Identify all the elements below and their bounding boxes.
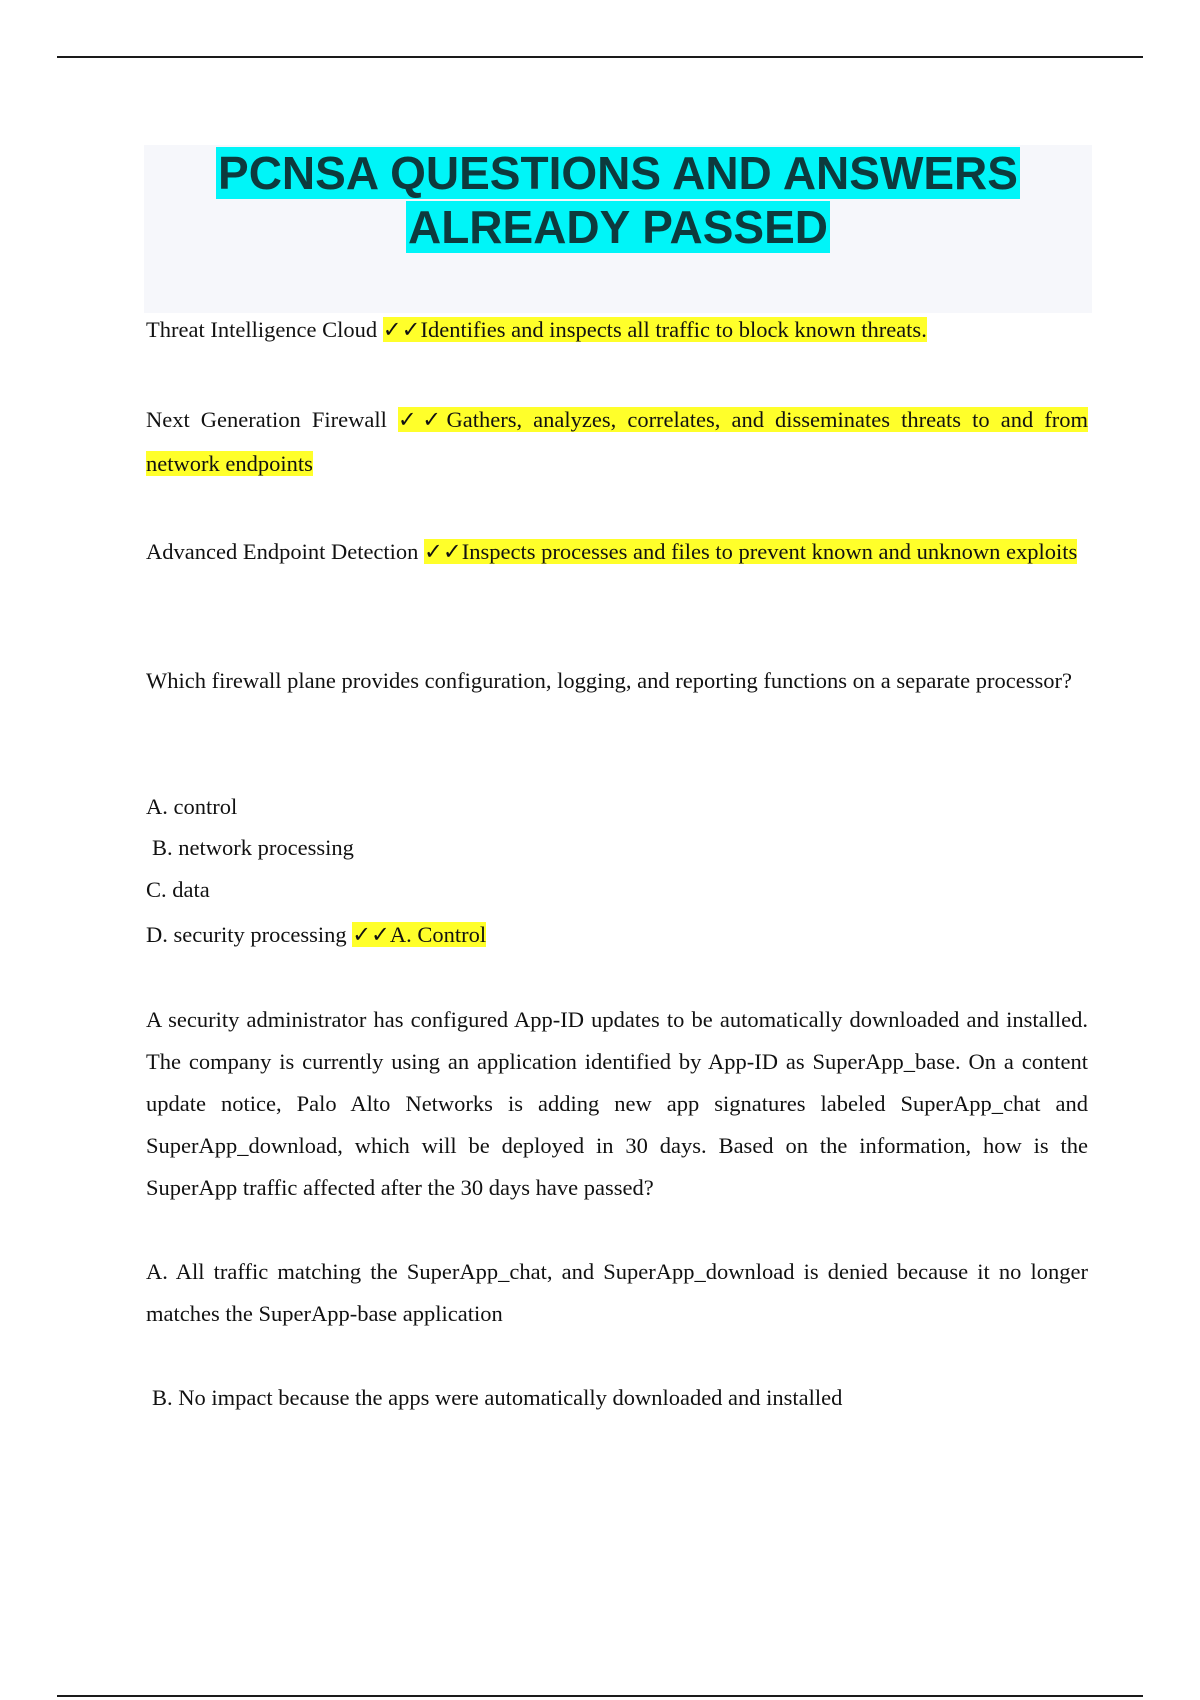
- header-rule: [57, 56, 1143, 58]
- question-1-option-d: D. security processing: [146, 922, 347, 947]
- question-1-option-c: C. data: [146, 877, 210, 902]
- question-2-option-a: A. All traffic matching the SuperApp_chat, and SuperApp_download is denied because it no longer matches the SuperApp-base application: [146, 1259, 1088, 1326]
- qa-term: Advanced Endpoint Detection: [146, 539, 419, 564]
- qa-answer: ✓✓Inspects processes and files to prevent known and unknown exploits: [424, 539, 1078, 564]
- qa-item-advanced-endpoint-detection: [146, 530, 1088, 574]
- title-line-1: PCNSA QUESTIONS AND ANSWERS: [218, 147, 1018, 199]
- page-title: [144, 146, 1092, 254]
- question-2-text: A security administrator has configured App-ID updates to be automatically downloaded and installed. The company is currently using an application identified by App-ID as SuperApp_base. On a content update notice, Palo Alto Networks is adding new app signatures labeled SuperApp_chat and SuperApp_download, which will be deployed in 30 days. Based on the information, how is the SuperApp traffic affected after the 30 days have passed?: [146, 1007, 1088, 1200]
- question-1-text: Which firewall plane provides configuration, logging, and reporting functions on a separate processor?: [146, 668, 1072, 693]
- qa-answer: ✓✓Gathers, analyzes, correlates, and disseminates threats to and from network endpoints: [146, 407, 1089, 476]
- question-1-option-a: A. control: [146, 794, 238, 819]
- qa-item-threat-intelligence-cloud: [146, 308, 1088, 352]
- qa-item-next-generation-firewall: [146, 398, 1088, 486]
- qa-answer: ✓✓Identifies and inspects all traffic to block known threats.: [382, 317, 927, 342]
- question-2-option-b: B. No impact because the apps were automatically downloaded and installed: [152, 1385, 843, 1410]
- footer-rule: [57, 1695, 1143, 1697]
- question-1-answer: ✓✓A. Control: [352, 922, 487, 947]
- question-1-option-d-with-answer: [146, 920, 486, 950]
- qa-term: Next Generation Firewall: [146, 407, 387, 432]
- qa-term: Threat Intelligence Cloud: [146, 317, 378, 342]
- title-line-2: ALREADY PASSED: [407, 201, 829, 253]
- question-1-option-b: B. network processing: [152, 835, 354, 860]
